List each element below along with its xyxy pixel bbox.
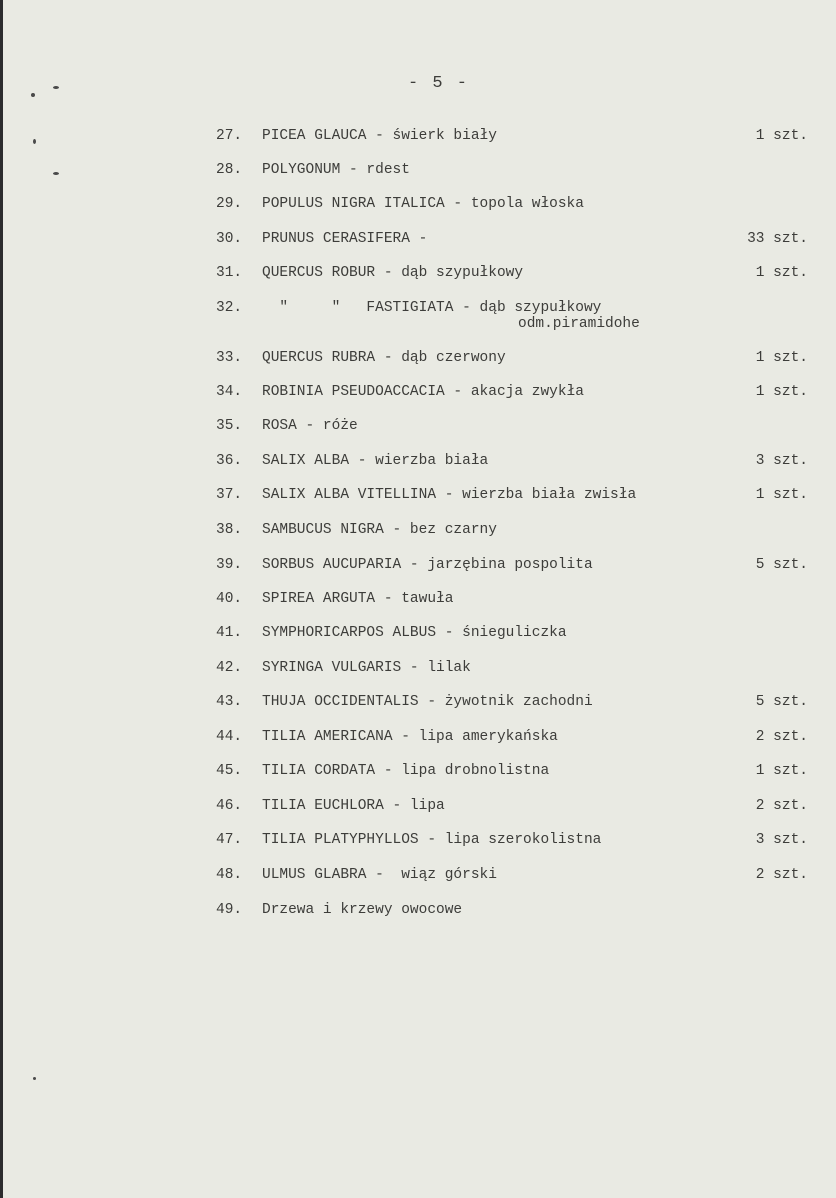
item-number: 48. — [216, 867, 243, 883]
item-number: 46. — [216, 798, 243, 814]
item-number: 38. — [216, 522, 243, 538]
item-text: SALIX ALBA VITELLINA - wierzba biała zwisła — [262, 487, 637, 503]
item-number: 33. — [216, 350, 243, 366]
item-number: 31. — [216, 265, 243, 281]
item-text: TILIA CORDATA - lipa drobnolistna — [262, 763, 550, 779]
item-text: POLYGONUM - rdest — [262, 162, 410, 178]
scan-speck — [53, 86, 59, 89]
scan-speck — [33, 1077, 36, 1080]
scan-speck — [31, 93, 35, 97]
item-text: SAMBUCUS NIGRA - bez czarny — [262, 522, 497, 538]
item-quantity: 3 szt. — [755, 453, 808, 469]
item-quantity: 1 szt. — [755, 763, 808, 779]
item-number: 44. — [216, 729, 243, 745]
item-number: 45. — [216, 763, 243, 779]
item-text: " " FASTIGIATA - dąb szypułkowy — [262, 300, 602, 316]
item-quantity: 1 szt. — [755, 487, 808, 503]
item-quantity: 2 szt. — [755, 867, 808, 883]
item-number: 30. — [216, 231, 243, 247]
item-text: QUERCUS RUBRA - dąb czerwony — [262, 350, 506, 366]
item-text: PICEA GLAUCA - świerk biały — [262, 128, 497, 144]
item-number: 36. — [216, 453, 243, 469]
item-text: SYRINGA VULGARIS - lilak — [262, 660, 471, 676]
scan-speck — [33, 139, 36, 144]
item-subtext: odm.piramidohe — [518, 316, 640, 332]
item-quantity: 1 szt. — [755, 265, 808, 281]
item-number: 41. — [216, 625, 243, 641]
item-number: 47. — [216, 832, 243, 848]
item-quantity: 3 szt. — [755, 832, 808, 848]
item-quantity: 1 szt. — [755, 128, 808, 144]
scan-edge — [0, 0, 3, 1198]
item-number: 39. — [216, 557, 243, 573]
item-number: 37. — [216, 487, 243, 503]
item-quantity: 1 szt. — [755, 350, 808, 366]
item-number: 34. — [216, 384, 243, 400]
scan-speck — [53, 172, 59, 175]
item-number: 42. — [216, 660, 243, 676]
item-number: 35. — [216, 418, 243, 434]
item-quantity: 2 szt. — [755, 729, 808, 745]
item-quantity: 5 szt. — [755, 557, 808, 573]
item-text: SORBUS AUCUPARIA - jarzębina pospolita — [262, 557, 593, 573]
item-text: SALIX ALBA - wierzba biała — [262, 453, 489, 469]
item-text: SPIREA ARGUTA - tawuła — [262, 591, 454, 607]
item-text: TILIA AMERICANA - lipa amerykańska — [262, 729, 558, 745]
item-quantity: 5 szt. — [755, 694, 808, 710]
item-text: QUERCUS ROBUR - dąb szypułkowy — [262, 265, 524, 281]
item-text: ROSA - róże — [262, 418, 358, 434]
item-number: 32. — [216, 300, 243, 316]
item-number: 49. — [216, 902, 243, 918]
item-number: 29. — [216, 196, 243, 212]
item-text: ROBINIA PSEUDOACCACIA - akacja zwykła — [262, 384, 584, 400]
item-quantity: 2 szt. — [755, 798, 808, 814]
item-text: TILIA PLATYPHYLLOS - lipa szerokolistna — [262, 832, 602, 848]
item-text: POPULUS NIGRA ITALICA - topola włoska — [262, 196, 584, 212]
item-number: 27. — [216, 128, 243, 144]
item-number: 40. — [216, 591, 243, 607]
item-quantity: 33 szt. — [747, 231, 808, 247]
item-text: PRUNUS CERASIFERA - — [262, 231, 428, 247]
item-text: SYMPHORICARPOS ALBUS - śnieguliczka — [262, 625, 567, 641]
item-text: THUJA OCCIDENTALIS - żywotnik zachodni — [262, 694, 593, 710]
item-quantity: 1 szt. — [755, 384, 808, 400]
item-text: TILIA EUCHLORA - lipa — [262, 798, 445, 814]
item-text: Drzewa i krzewy owocowe — [262, 902, 463, 918]
item-text: ULMUS GLABRA - wiąz górski — [262, 867, 497, 883]
item-number: 28. — [216, 162, 243, 178]
page-number: - 5 - — [408, 74, 470, 93]
item-number: 43. — [216, 694, 243, 710]
